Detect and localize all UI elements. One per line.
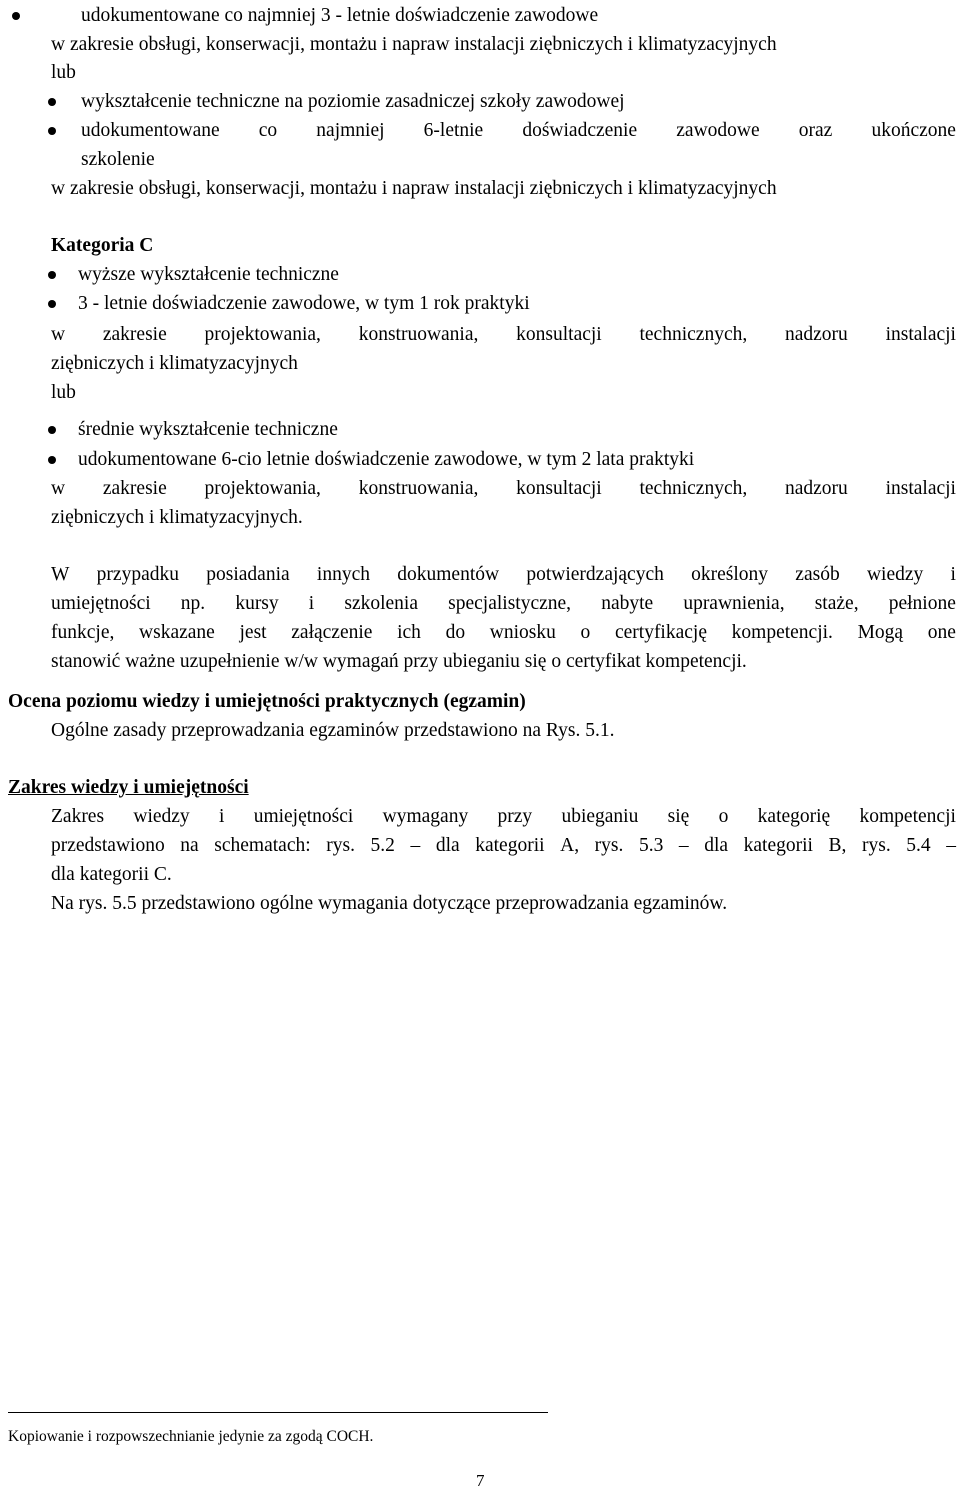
note-line-1 [51, 563, 956, 587]
cat-c-scope-2-line-2: ziębniczych i klimatyzacyjnych. [51, 507, 303, 528]
word: staże, [814, 593, 859, 614]
word: 6-letnie [423, 120, 484, 141]
word: projektowania, [204, 324, 321, 345]
word: uprawnienia, [683, 593, 785, 614]
cat-b-scope-line: w zakresie obsługi, konserwacji, montażu i napraw instalacji ziębniczych i klimatyzacyjnych [51, 34, 777, 55]
word: umiejętności [253, 806, 354, 827]
word: technicznych, [639, 324, 748, 345]
word: do [445, 622, 466, 643]
scope-line-4: Na rys. 5.5 przedstawiono ogólne wymagania dotyczące przeprowadzania egzaminów. [51, 893, 728, 914]
word: – [678, 835, 689, 856]
word: instalacji [885, 478, 956, 499]
bullet-dot [48, 456, 56, 464]
word: W [51, 564, 70, 585]
cat-c-bullet-1: wyższe wykształcenie techniczne [78, 264, 339, 285]
word: zasób [795, 564, 840, 585]
word: potwierdzających [526, 564, 664, 585]
word: udokumentowane [81, 120, 220, 141]
word: umiejętności [51, 593, 151, 614]
word: dla [435, 835, 460, 856]
word: i [950, 564, 956, 585]
bullet-dot [48, 271, 56, 279]
word: konsultacji [516, 478, 602, 499]
word: zawodowe [676, 120, 760, 141]
word: Zakres [51, 806, 105, 827]
word: przypadku [96, 564, 179, 585]
word: 5.4 [906, 835, 931, 856]
cat-c-heading: Kategoria C [51, 235, 154, 256]
scope-line-2 [51, 834, 956, 858]
word: w [51, 324, 66, 345]
word: wiedzy [866, 564, 924, 585]
word: rys. [326, 835, 355, 856]
cat-b-bullet-2: wykształcenie techniczne na poziomie zasadniczej szkoły zawodowej [81, 91, 625, 112]
word: co [258, 120, 278, 141]
word: dla [704, 835, 729, 856]
exam-heading: Ocena poziomu wiedzy i umiejętności praktycznych (egzamin) [8, 691, 526, 712]
word: pełnione [888, 593, 956, 614]
word: 5.2 [370, 835, 395, 856]
word: zakresie [102, 478, 167, 499]
cat-c-lub: lub [51, 382, 76, 403]
word: przy [497, 806, 533, 827]
cat-c-scope-1-line-2: ziębniczych i klimatyzacyjnych [51, 353, 298, 374]
word: certyfikację [614, 622, 707, 643]
word: konstruowania, [358, 478, 479, 499]
word: kategorii [475, 835, 545, 856]
word: schematach: [214, 835, 311, 856]
word: kompetencji. [731, 622, 833, 643]
word: kursy [235, 593, 279, 614]
cat-b-bullet-3-line-2: szkolenie [81, 149, 155, 170]
cat-c-bullet-3: średnie wykształcenie techniczne [78, 419, 338, 440]
word: jest [239, 622, 267, 643]
word: i [218, 806, 225, 827]
footnote-separator [8, 1412, 548, 1413]
word: instalacji [885, 324, 956, 345]
word: dokumentów [397, 564, 500, 585]
bullet-dot [48, 300, 56, 308]
word: kompetencji [859, 806, 956, 827]
word: rys. [594, 835, 624, 856]
note-line-4: stanowić ważne uzupełnienie w/w wymagań przy ubieganiu się o certyfikat kompetencji. [51, 651, 747, 672]
word: wskazane [139, 622, 215, 643]
cat-c-scope-1-line-1 [51, 323, 956, 347]
word: – [946, 835, 956, 856]
word: i [308, 593, 315, 614]
bullet-dot [48, 426, 56, 434]
word: 5.3 [638, 835, 664, 856]
word: Mogą [857, 622, 904, 643]
word: o [718, 806, 729, 827]
word: w [51, 478, 66, 499]
word: rys. [862, 835, 891, 856]
word: A, [560, 835, 580, 856]
word: przedstawiono [51, 835, 165, 856]
word: specjalistyczne, [448, 593, 572, 614]
word: wymagany [382, 806, 469, 827]
word: projektowania, [204, 478, 321, 499]
copyright-notice: Kopiowanie i rozpowszechnianie jedynie za zgodą COCH. [8, 1428, 374, 1445]
bullet-dot [48, 98, 56, 106]
word: np. [180, 593, 206, 614]
word: kategorię [757, 806, 831, 827]
word: wiedzy [133, 806, 190, 827]
cat-b-scope-line-2: w zakresie obsługi, konserwacji, montażu i napraw instalacji ziębniczych i klimatyzacyjnych [51, 178, 777, 199]
word: kategorii [743, 835, 813, 856]
cat-b-bullet-3-line-1 [81, 119, 956, 143]
word: posiadania [206, 564, 290, 585]
note-line-3 [51, 621, 956, 645]
word: wniosku [489, 622, 556, 643]
word: zakresie [102, 324, 167, 345]
bullet-dot [48, 127, 56, 135]
word: nadzoru [785, 478, 848, 499]
scope-heading: Zakres wiedzy i umiejętności [8, 777, 249, 798]
word: ukończone [871, 120, 956, 141]
word: oraz [798, 120, 833, 141]
page-number: 7 [476, 1471, 485, 1490]
note-line-2 [51, 592, 956, 616]
word: najmniej [316, 120, 385, 141]
word: szkolenia [344, 593, 418, 614]
word: funkcje, [51, 622, 115, 643]
word: one [927, 622, 956, 643]
word: doświadczenie [522, 120, 638, 141]
bullet-dot [12, 12, 20, 20]
word: określony [691, 564, 769, 585]
cat-c-scope-2-line-1 [51, 477, 956, 501]
word: ubieganiu [561, 806, 639, 827]
word: technicznych, [639, 478, 748, 499]
word: nabyte [601, 593, 654, 614]
word: innych [316, 564, 370, 585]
word: konstruowania, [358, 324, 479, 345]
word: nadzoru [785, 324, 848, 345]
word: się [667, 806, 690, 827]
word: na [180, 835, 199, 856]
word: ich [397, 622, 421, 643]
exam-text: Ogólne zasady przeprowadzania egzaminów przedstawiono na Rys. 5.1. [51, 720, 615, 741]
word: – [410, 835, 421, 856]
word: B, [828, 835, 847, 856]
scope-line-3: dla kategorii C. [51, 864, 172, 885]
cat-b-bullet-1: udokumentowane co najmniej 3 - letnie doświadczenie zawodowe [81, 5, 599, 26]
word: o [580, 622, 591, 643]
scope-line-1 [51, 805, 956, 829]
word: załączenie [291, 622, 373, 643]
cat-b-lub: lub [51, 62, 76, 83]
word: konsultacji [516, 324, 602, 345]
cat-c-bullet-2: 3 - letnie doświadczenie zawodowe, w tym 1 rok praktyki [78, 293, 530, 314]
cat-c-bullet-4: udokumentowane 6-cio letnie doświadczenie zawodowe, w tym 2 lata praktyki [78, 449, 695, 470]
